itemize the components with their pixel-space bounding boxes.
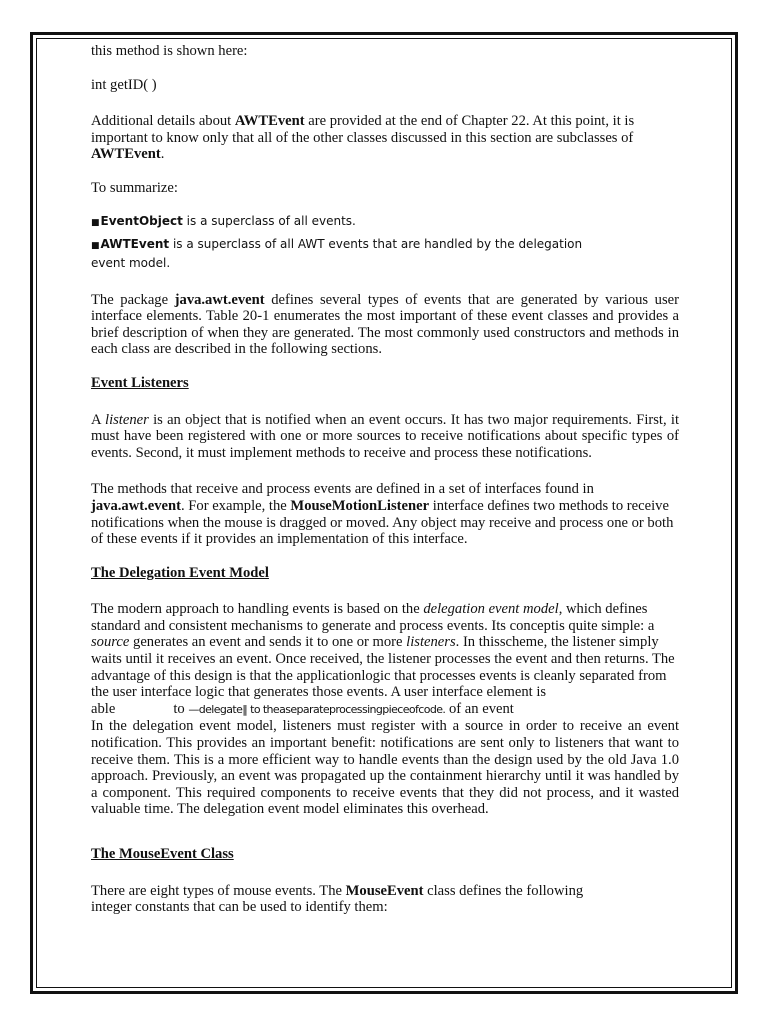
summarize-line: To summarize:	[91, 179, 178, 196]
term-java-awt-event: java.awt.event	[174, 291, 265, 308]
bullet-list	[91, 213, 591, 272]
paragraph-delegation: The modern approach to handling events is based on the delegation event model, which defines standard and consistent mechanisms to generate and process events. Its conceptis quite simple: a source generates an event and sends it to one or more listeners. In thisscheme, the listener simply waits until it receives an event. Once received, the listener processes the event and then returns. The advantage of this design is that the applicationlogic that processes events is cleanly separated from the user interface logic that generates those events. A user interface element is able to —delegate‖ to theaseparateprocessingpieceofcode. of an event	[91, 601, 675, 717]
square-bullet-icon: ■	[91, 217, 100, 228]
document-body	[91, 43, 679, 916]
term-java-awt-event-2: java.awt.event	[91, 497, 181, 514]
paragraph-awtevent: Additional details about AWTEvent are provided at the end of Chapter 22. At this point, it is important to know only that all of the other classes discussed in this section are subclasses of AWTEvent.	[91, 113, 635, 163]
heading-delegation-event-model: The Delegation Event Model	[91, 564, 269, 581]
list-item: ■AWTEvent is a superclass of all AWT events that are handled by the delegation event model.	[91, 236, 583, 270]
heading-event-listeners: Event Listeners	[91, 374, 189, 391]
term-mousemotionlistener: MouseMotionListener	[290, 497, 430, 514]
code-line: int getID( )	[91, 76, 157, 93]
term-awtevent-2: AWTEvent	[91, 146, 161, 163]
term-awtevent: AWTEvent	[234, 113, 305, 130]
intro-line: this method is shown here:	[91, 43, 248, 59]
paragraph-mouse-events: There are eight types of mouse events. The MouseEvent class defines the following integer constants that can be used to identify them:	[91, 882, 584, 916]
paragraph-package: The package java.awt.event defines several types of events that are generated by various user interface elements. Table 20-1 enumerates the most important of these event classes and provides a brief description of when they are generated. The most commonly used constructors and methods in each class are described in the following sections.	[91, 291, 679, 358]
heading-mouseevent-class: The MouseEvent Class	[91, 846, 234, 862]
square-bullet-icon: ■	[91, 240, 100, 251]
paragraph-methods: The methods that receive and process events are defined in a set of interfaces found in java.awt.event. For example, the MouseMotionListener interface defines two methods to receive notifications when the mouse is dragged or moved. Any object may receive and process one or both of these events if it provides an implementation of this interface.	[91, 481, 674, 548]
list-item: ■EventObject is a superclass of all events.	[91, 213, 356, 228]
term-mouseevent: MouseEvent	[345, 882, 424, 899]
paragraph-listener: A listener is an object that is notified when an event occurs. It has two major requirements. First, it must have been registered with one or more sources to receive notifications about specific types of events. Second, it must implement methods to receive and process these notifications.	[91, 411, 679, 461]
paragraph-registration: In the delegation event model, listeners must register with a source in order to receive an event notification. This provides an important benefit: notifications are sent only to listeners that want to receive them. This is a more efficient way to handle events than the design used by the old Java 1.0 approach. Previously, an event was propagated up the containment hierarchy until it was handled by a component. This required components to receive events that they did not process, and it wasted valuable time. The delegation event model eliminates this overhead.	[91, 718, 679, 818]
